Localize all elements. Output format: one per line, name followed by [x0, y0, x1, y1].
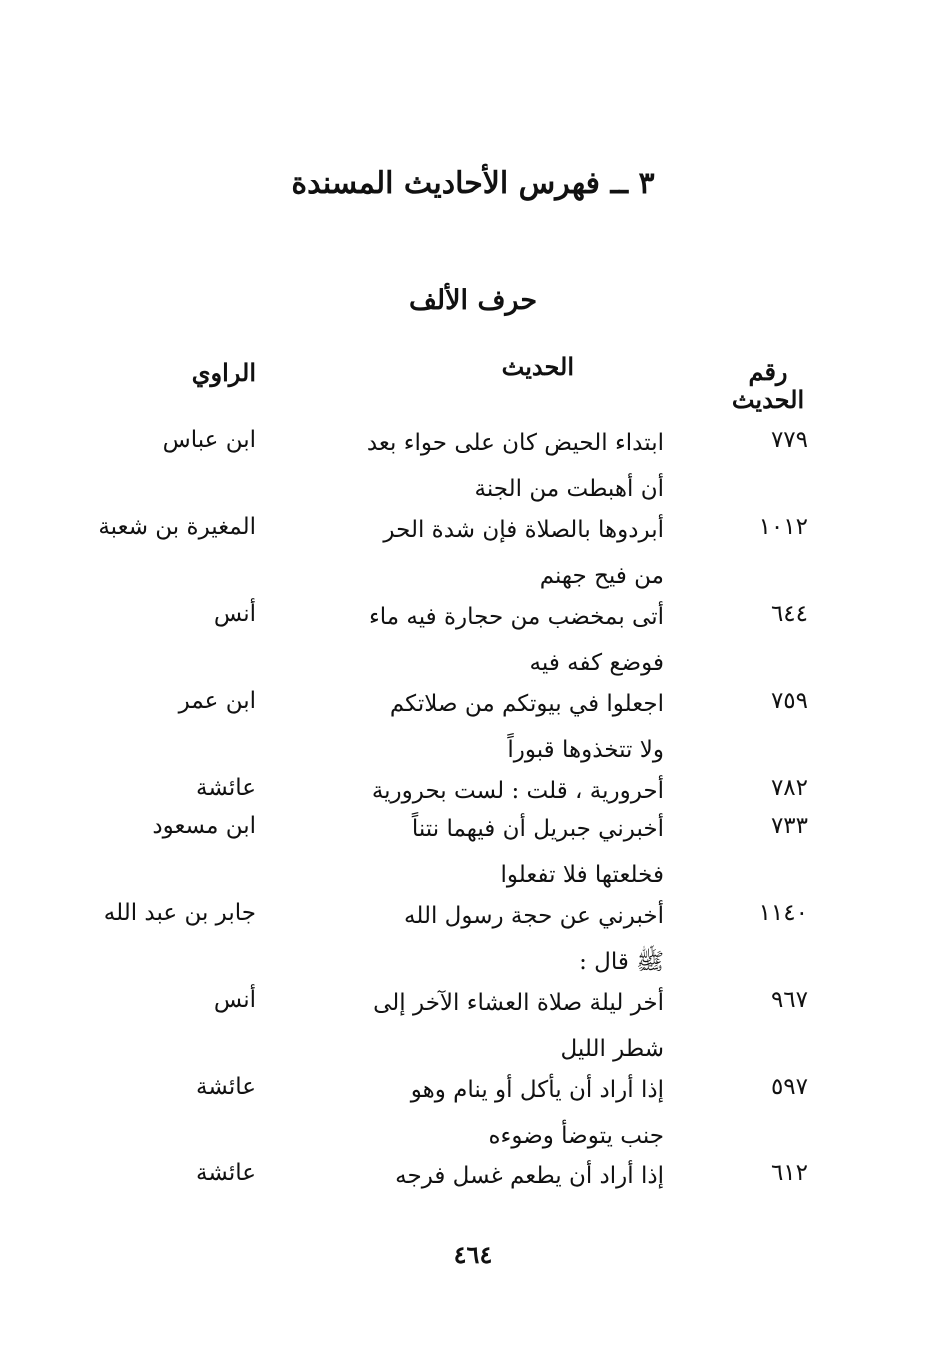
- hadith-line: أن أهبطت من الجنة: [474, 476, 664, 502]
- hadith-text: [364, 1067, 664, 1159]
- hadith-text: [364, 681, 664, 773]
- hadith-number: ٩٦٧: [770, 987, 808, 1013]
- section-heading: حرف الألف: [408, 285, 538, 316]
- hadith-number: ٧٣٣: [770, 813, 808, 839]
- narrator: عائشة: [196, 1074, 256, 1100]
- index-row: [0, 594, 946, 690]
- hadith-line: أخر ليلة صلاة العشاء الآخر إلى: [373, 990, 664, 1016]
- hadith-line: اجعلوا في بيوتكم من صلاتكم: [389, 691, 664, 717]
- hadith-line: إذا أراد أن يأكل أو ينام وهو: [410, 1077, 664, 1103]
- narrator: عائشة: [196, 775, 256, 801]
- index-row: [0, 420, 946, 516]
- narrator: ابن عمر: [178, 688, 256, 714]
- hadith-number: ٥٩٧: [770, 1074, 808, 1100]
- hadith-line: ابتداء الحيض كان على حواء بعد: [366, 430, 664, 456]
- hadith-number: ٧٧٩: [770, 427, 808, 453]
- column-header-number: رقم الحديث: [731, 357, 805, 414]
- narrator: عائشة: [196, 1160, 256, 1186]
- hadith-line: فوضع كفه فيه: [529, 650, 664, 676]
- index-row: [0, 507, 946, 603]
- index-row: [0, 1153, 946, 1249]
- hadith-line: جنب يتوضأ وضوءه: [488, 1123, 664, 1149]
- hadith-text: [364, 507, 664, 599]
- column-header-hadith: الحديث: [501, 352, 574, 381]
- hadith-line: أحرورية ، قلت : لست بحرورية: [371, 778, 664, 804]
- hadith-line: شطر الليل: [560, 1036, 664, 1062]
- hadith-text: [364, 980, 664, 1072]
- hadith-number: ١٠١٢: [758, 514, 808, 540]
- narrator: ابن مسعود: [152, 813, 256, 839]
- hadith-line: فخلعتها فلا تفعلوا: [500, 862, 664, 888]
- page-title: ٣ ــ فهرس الأحاديث المسندة: [291, 166, 655, 201]
- hadith-text: [364, 806, 664, 898]
- hadith-line: ولا تتخذوها قبوراً: [507, 737, 664, 763]
- index-row: [0, 980, 946, 1076]
- hadith-line: إذا أراد أن يطعم غسل فرجه: [395, 1163, 664, 1189]
- page-number: ٤٦٤: [453, 1240, 493, 1269]
- hadith-number: ٧٥٩: [770, 688, 808, 714]
- narrator: المغيرة بن شعبة: [98, 514, 256, 540]
- hadith-line: أخبرني عن حجة رسول الله: [404, 903, 664, 929]
- index-row: [0, 681, 946, 777]
- narrator: ابن عباس: [162, 427, 256, 453]
- hadith-text: [364, 893, 664, 985]
- index-row: [0, 1067, 946, 1163]
- hadith-line: أبردوها بالصلاة فإن شدة الحر: [383, 517, 664, 543]
- column-header-narrator: الراوي: [191, 358, 256, 387]
- hadith-number: ١١٤٠: [758, 900, 808, 926]
- hadith-number: ٦٤٤: [770, 601, 808, 627]
- hadith-line: أخبرني جبريل أن فيهما نتناً: [411, 816, 664, 842]
- hadith-number: ٦١٢: [770, 1160, 808, 1186]
- index-row: [0, 893, 946, 989]
- hadith-text: [364, 420, 664, 512]
- hadith-number: ٧٨٢: [770, 775, 808, 801]
- hadith-line: ﷺ قال :: [579, 949, 664, 975]
- narrator: جابر بن عبد الله: [103, 900, 256, 926]
- hadith-line: أتى بمخضب من حجارة فيه ماء: [368, 604, 664, 630]
- narrator: أنس: [213, 601, 256, 627]
- index-row: [0, 806, 946, 902]
- narrator: أنس: [213, 987, 256, 1013]
- hadith-line: من فيح جهنم: [539, 563, 664, 589]
- hadith-text: [364, 1153, 664, 1199]
- hadith-text: [364, 594, 664, 686]
